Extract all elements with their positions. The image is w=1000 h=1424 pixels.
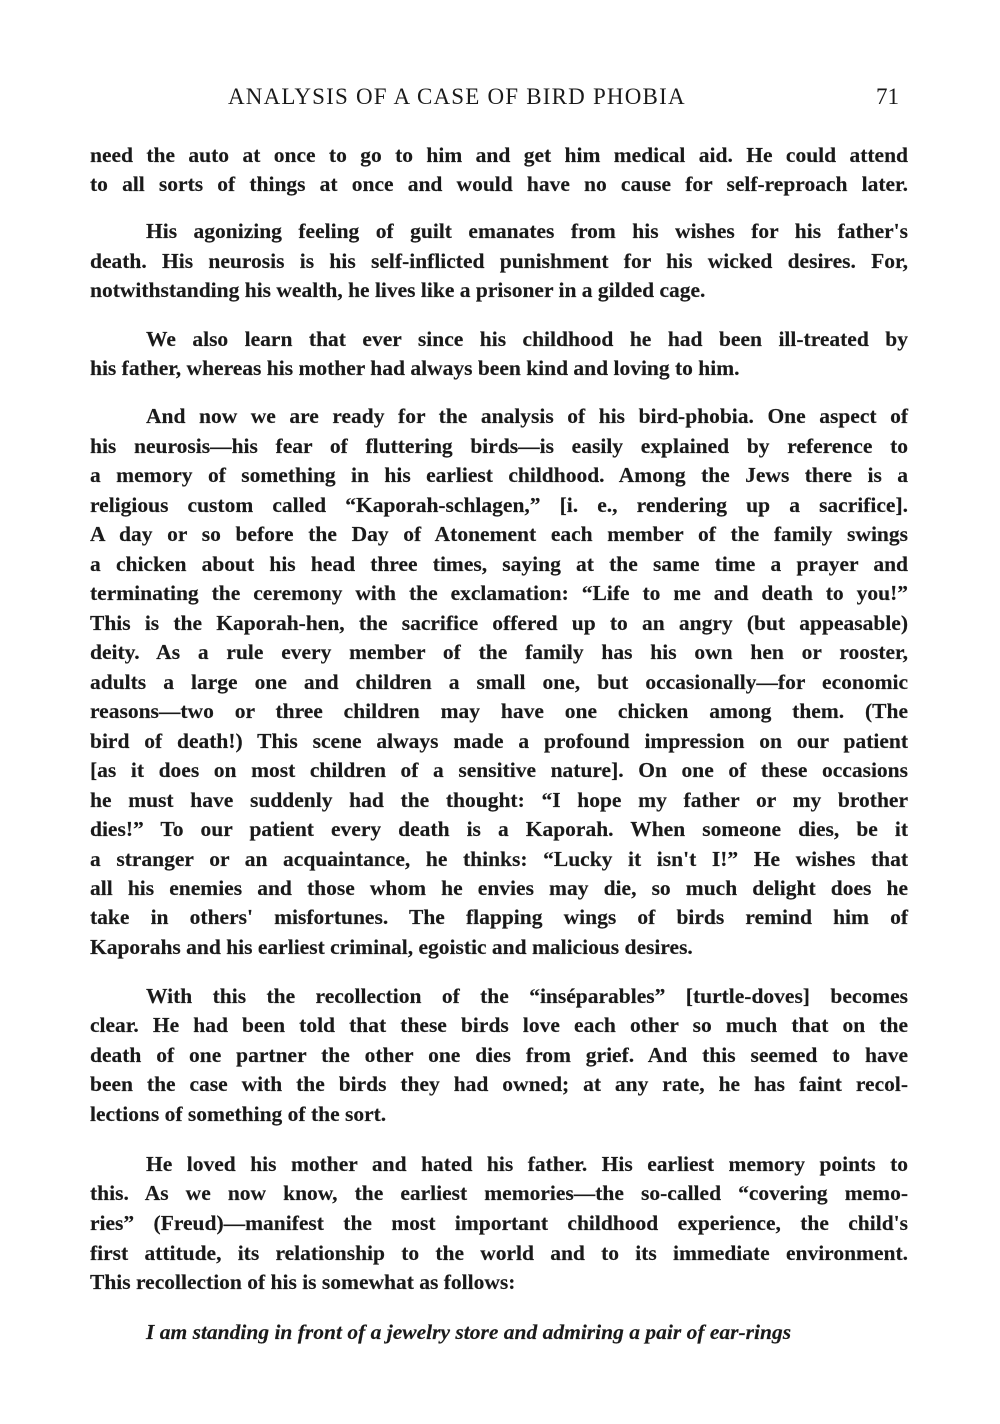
text-line: His agonizing feeling of guilt emanates from his wishes for his father's xyxy=(146,219,908,243)
text-line: reasons—two or three children may have one chicken among them. (The xyxy=(90,699,908,723)
text-line: bird of death!) This scene always made a profound impression on our patient xyxy=(90,729,908,753)
text-line: I am standing in front of a jewelry store and admiring a pair of ear-rings xyxy=(146,1320,792,1344)
text-line: this. As we now know, the earliest memories—the so-called “covering memo- xyxy=(90,1181,908,1205)
text-line: A day or so before the Day of Atonement each member of the family swings xyxy=(90,522,908,546)
text-line: deity. As a rule every member of the family has his own hen or rooster, xyxy=(90,640,908,664)
text-line: This recollection of his is somewhat as follows: xyxy=(90,1270,516,1294)
text-line: clear. He had been told that these birds love each other so much that on the xyxy=(90,1013,908,1037)
text-line: his father, whereas his mother had always been kind and loving to him. xyxy=(90,356,740,380)
text-line: death. His neurosis is his self-inflicted punishment for his wicked desires. For, xyxy=(90,249,908,273)
text-line: With this the recollection of the “inséparables” [turtle-doves] becomes xyxy=(146,984,908,1008)
text-line: notwithstanding his wealth, he lives like a prisoner in a gilded cage. xyxy=(90,278,706,302)
text-line: a stranger or an acquaintance, he thinks: “Lucky it isn't I!” He wishes that xyxy=(90,847,908,871)
text-line: lections of something of the sort. xyxy=(90,1102,387,1126)
text-line: been the case with the birds they had owned; at any rate, he has faint recol- xyxy=(90,1072,908,1096)
text-line: We also learn that ever since his childhood he had been ill-treated by xyxy=(146,327,908,351)
text-line: he must have suddenly had the thought: “I hope my father or my brother xyxy=(90,788,908,812)
text-line: his neurosis—his fear of fluttering birds—is easily explained by reference to xyxy=(90,434,908,458)
text-line: [as it does on most children of a sensitive nature]. On one of these occasions xyxy=(90,758,908,782)
text-line: a chicken about his head three times, saying at the same time a prayer and xyxy=(90,552,908,576)
text-line: take in others' misfortunes. The flapping wings of birds remind him of xyxy=(90,905,908,929)
text-line: Kaporahs and his earliest criminal, egoistic and malicious desires. xyxy=(90,935,693,959)
text-line: all his enemies and those whom he envies may die, so much delight does he xyxy=(90,876,908,900)
text-line: ries” (Freud)—manifest the most important childhood experience, the child's xyxy=(90,1211,908,1235)
text-line: death of one partner the other one dies from grief. And this seemed to have xyxy=(90,1043,908,1067)
text-line: first attitude, its relationship to the world and to its immediate environment. xyxy=(90,1241,908,1265)
text-line: adults a large one and children a small one, but occasionally—for economic xyxy=(90,670,908,694)
text-line: He loved his mother and hated his father. His earliest memory points to xyxy=(146,1152,908,1176)
text-line: a memory of something in his earliest childhood. Among the Jews there is a xyxy=(90,463,908,487)
text-line: dies!” To our patient every death is a Kaporah. When someone dies, be it xyxy=(90,817,908,841)
text-line: religious custom called “Kaporah-schlagen,” [i. e., rendering up a sacrifice]. xyxy=(90,493,908,517)
text-line: This is the Kaporah-hen, the sacrifice offered up to an angry (but appeasable) xyxy=(90,611,908,635)
running-title: ANALYSIS OF A CASE OF BIRD PHOBIA xyxy=(228,84,686,109)
page-number: 71 xyxy=(876,84,899,109)
text-line: And now we are ready for the analysis of his bird-phobia. One aspect of xyxy=(146,404,908,428)
text-line: need the auto at once to go to him and get him medical aid. He could attend xyxy=(90,143,908,167)
text-line: terminating the ceremony with the exclamation: “Life to me and death to you!” xyxy=(90,581,908,605)
text-line: to all sorts of things at once and would have no cause for self-reproach later. xyxy=(90,172,908,196)
